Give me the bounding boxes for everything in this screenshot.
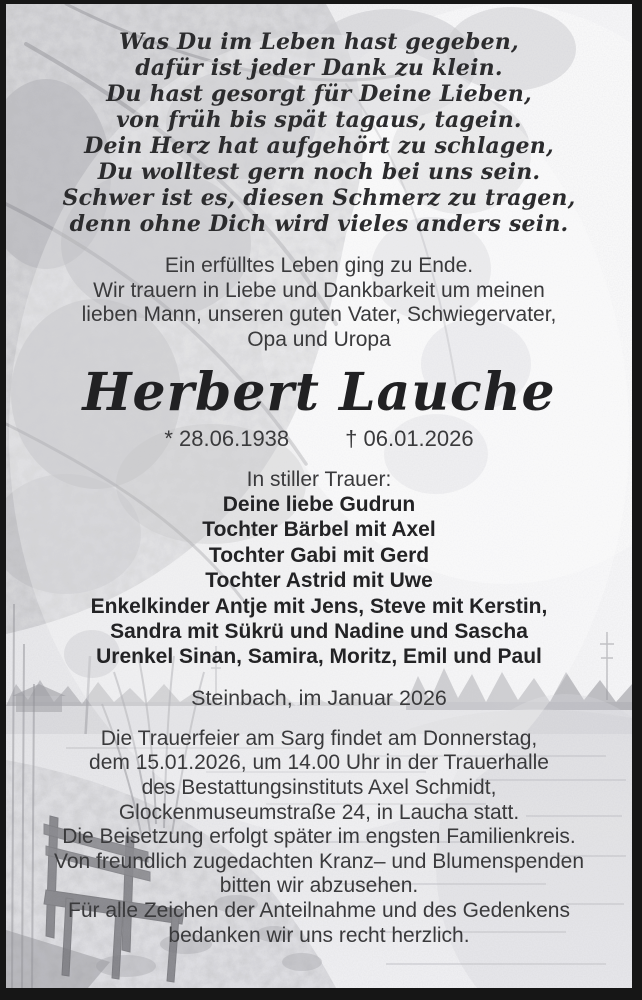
text-line: Tochter Bärbel mit Axel [202,518,436,542]
mourning-intro [6,254,632,352]
notice-content [6,4,632,988]
text-line: Glockenmuseumstraße 24, in Laucha statt. [118,800,520,824]
text-line: Für alle Zeichen der Anteilnahme und des Gedenkens [68,899,570,922]
mourning-header: In stiller Trauer: [246,468,392,491]
deceased-name: Herbert Lauche [82,362,556,423]
text-line: von früh bis spät tagaus, tagein. [116,107,522,133]
text-line: Wir trauern in Liebe und Dankbarkeit um meinen [93,278,545,302]
text-line: Tochter Gabi mit Gerd [208,543,430,567]
memorial-poem [6,29,632,237]
text-line: Die Trauerfeier am Sarg findet am Donnerstag, [100,726,538,750]
text-line: Du wolltest gern noch bei uns sein. [97,159,541,185]
death-date: † 06.01.2026 [345,426,474,451]
life-dates [6,426,632,452]
notice-text [6,29,632,988]
text-line: dafür ist jeder Dank zu klein. [135,55,503,81]
text-line: Die Beisetzung erfolgt später im engsten Familienkreis. [62,825,576,849]
text-line: Was Du im Leben hast gegeben, [119,29,519,55]
text-line: Opa und Uropa [247,327,391,351]
text-line: denn ohne Dich wird vieles anders sein. [69,211,569,237]
funeral-details [6,727,632,948]
text-line: Enkelkinder Antje mit Jens, Steve mit Kerstin, [90,594,548,618]
place-dateline: Steinbach, im Januar 2026 [191,685,447,710]
text-line: lieben Mann, unseren guten Vater, Schwiegervater, [81,303,557,326]
text-line: Deine liebe Gudrun [222,493,416,516]
text-line: Du hast gesorgt für Deine Lieben, [106,81,532,107]
text-line: Von freundlich zugedachten Kranz– und Blumenspenden [53,849,585,873]
text-line: bitten wir abzusehen. [219,874,419,898]
text-line: Tochter Astrid mit Uwe [205,569,433,593]
text-line: Urenkel Sinan, Samira, Moritz, Emil und Paul [96,645,542,669]
text-line: des Bestattungsinstituts Axel Schmidt, [141,776,497,800]
text-line: Schwer ist es, diesen Schmerz zu tragen, [62,185,576,211]
text-line: Dein Herz hat aufgehört zu schlagen, [84,133,554,159]
text-line: bedanken wir uns recht herzlich. [168,923,470,947]
text-line: dem 15.01.2026, um 14.00 Uhr in der Trauerhalle [89,751,549,775]
text-line: Sandra mit Sükrü und Nadine und Sascha [110,620,528,644]
text-line: Ein erfülltes Leben ging zu Ende. [164,254,474,277]
mourners-list [6,492,632,670]
birth-date: * 28.06.1938 [164,426,290,451]
